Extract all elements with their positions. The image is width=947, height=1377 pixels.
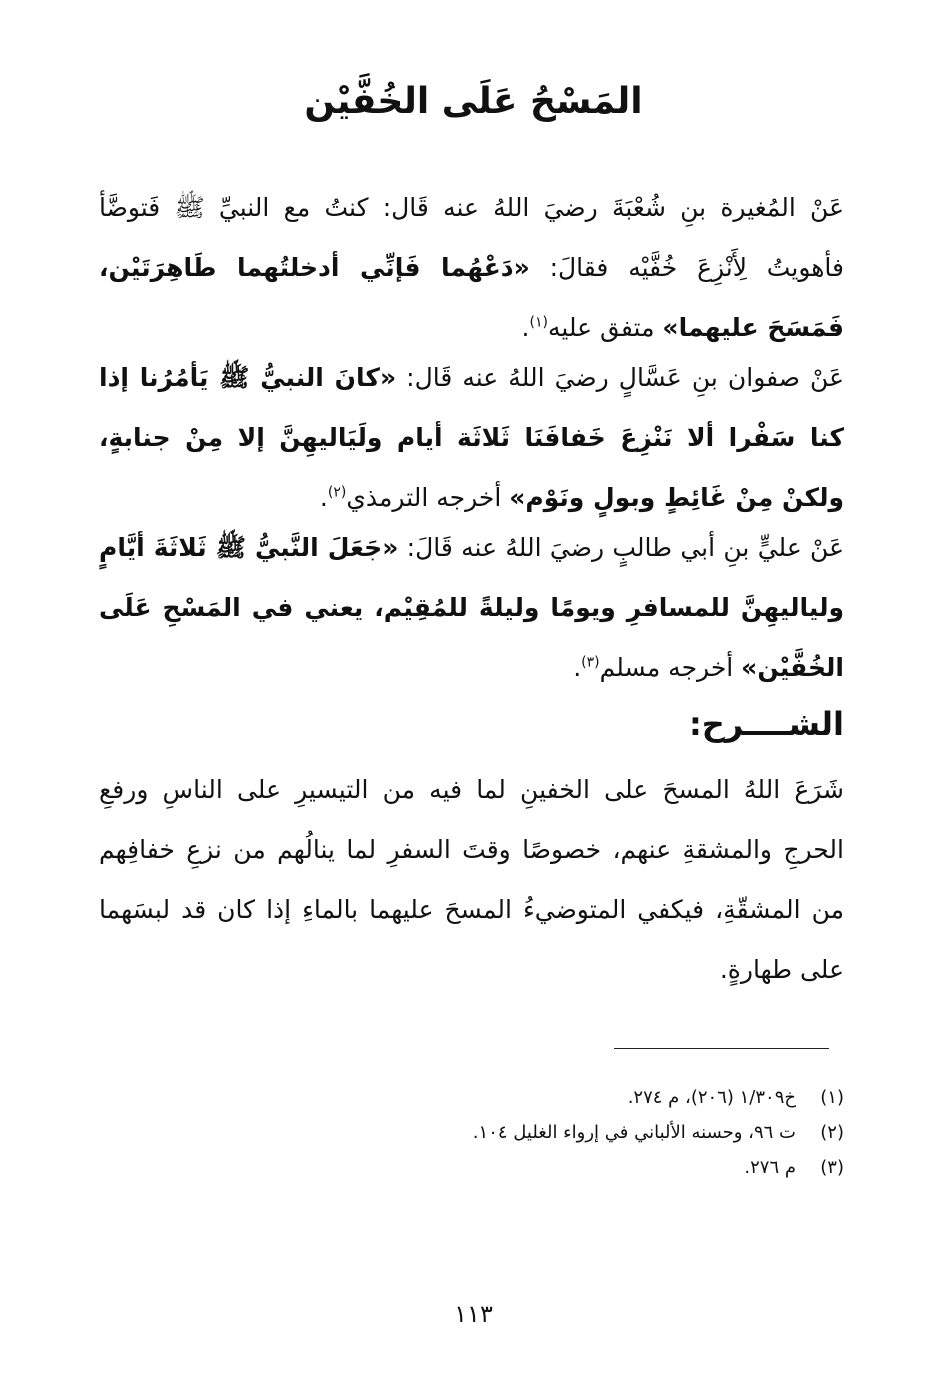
footnote-item xyxy=(99,1150,844,1185)
open-quote-mark: « xyxy=(379,363,397,392)
footnote-mark: (٣) xyxy=(581,654,600,671)
close-quote-mark: » xyxy=(662,313,679,342)
sharh-paragraph xyxy=(99,760,844,1000)
footnote-text: م ٢٧٦. xyxy=(744,1157,796,1178)
page-title: المَسْحُ عَلَى الخُفَّيْن xyxy=(304,81,643,122)
footnote-number: (١) xyxy=(820,1087,844,1108)
hadith-intro: عَنْ المُغيرة بنِ شُعْبَةَ رضيَ اللهُ عنه قَال: كنتُ مع النبيِّ ﷺ فَتوضَّأ فأهويتُ لِأَنْزِعَ خُفَّيْه فقالَ: xyxy=(99,193,844,282)
footnote-text: ت ٩٦، وحسنه الألباني في إرواء الغليل ١٠٤. xyxy=(472,1122,796,1143)
sharh-text: شَرَعَ اللهُ المسحَ على الخفينِ لما فيه من التيسيرِ على الناسِ ورفعِ الحرجِ والمشقةِ عنهم، خصوصًا وقتَ السفرِ لما ينالُهم من نزعِ خفافِهم من المشقّةِ، فيكفي المتوضيءُ المسحَ عليهما بالماءِ إذا كان قد لبسَهما على طهارةٍ. xyxy=(99,775,844,984)
footnote-number: (٣) xyxy=(820,1157,844,1178)
footnote-divider xyxy=(614,1048,829,1049)
hadith-quote: جَعَلَ النَّبيُّ ﷺ ثَلاثَةَ أيَّامٍ ولياليهِنَّ للمسافرِ ويومًا وليلةً للمُقِيْم، يعني في المَسْحِ عَلَى الخُفَّيْن xyxy=(99,533,844,682)
hadith-intro: عَنْ صفوان بنِ عَسَّالٍ رضيَ اللهُ عنه قَال: xyxy=(396,363,844,392)
period-mark: . xyxy=(573,653,582,682)
hadith-intro: عَنْ عليٍّ بنِ أبي طالبٍ رضيَ اللهُ عنه قَالَ: xyxy=(398,533,844,562)
footnote-number: (٢) xyxy=(820,1122,844,1143)
footnote-item xyxy=(99,1115,844,1150)
hadith-paragraph-1 xyxy=(99,178,844,358)
close-quote-mark: » xyxy=(509,483,526,512)
open-quote-mark: « xyxy=(513,253,530,282)
hadith-quote: دَعْهُما فَإنِّي أدخلتُهما طَاهِرَتَيْن، فَمَسَحَ عليهما xyxy=(99,253,844,342)
footnote-item xyxy=(99,1080,844,1115)
open-quote-mark: « xyxy=(382,533,399,562)
period-mark: . xyxy=(319,483,328,512)
hadith-source: أخرجه مسلم xyxy=(599,653,742,682)
footnote-mark: (١) xyxy=(529,314,548,331)
hadith-source: أخرجه الترمذي xyxy=(346,483,510,512)
close-quote-mark: » xyxy=(741,653,758,682)
hadith-source: متفق عليه xyxy=(547,313,663,342)
hadith-quote: كانَ النبيُّ ﷺ يَأمُرُنا إذا كنا سَفْرا ألا نَنْزِعَ خَفافَنَا ثَلاثَة أيام ولَيَاليهِنَّ إلا مِنْ جنابةٍ، ولكنْ مِنْ غَائِطٍ وبولٍ ونَوْم xyxy=(99,363,844,512)
footnote-text: خ١/٣٠٩ (٢٠٦)، م ٢٧٤. xyxy=(627,1087,796,1108)
hadith-paragraph-3 xyxy=(99,518,844,698)
page-number: ١١٣ xyxy=(454,1300,493,1328)
period-mark: . xyxy=(521,313,530,342)
hadith-paragraph-2 xyxy=(99,348,844,528)
footnotes-list xyxy=(99,1080,844,1185)
footnote-mark: (٢) xyxy=(327,484,347,501)
sharh-heading: الشــــرح: xyxy=(688,705,844,743)
